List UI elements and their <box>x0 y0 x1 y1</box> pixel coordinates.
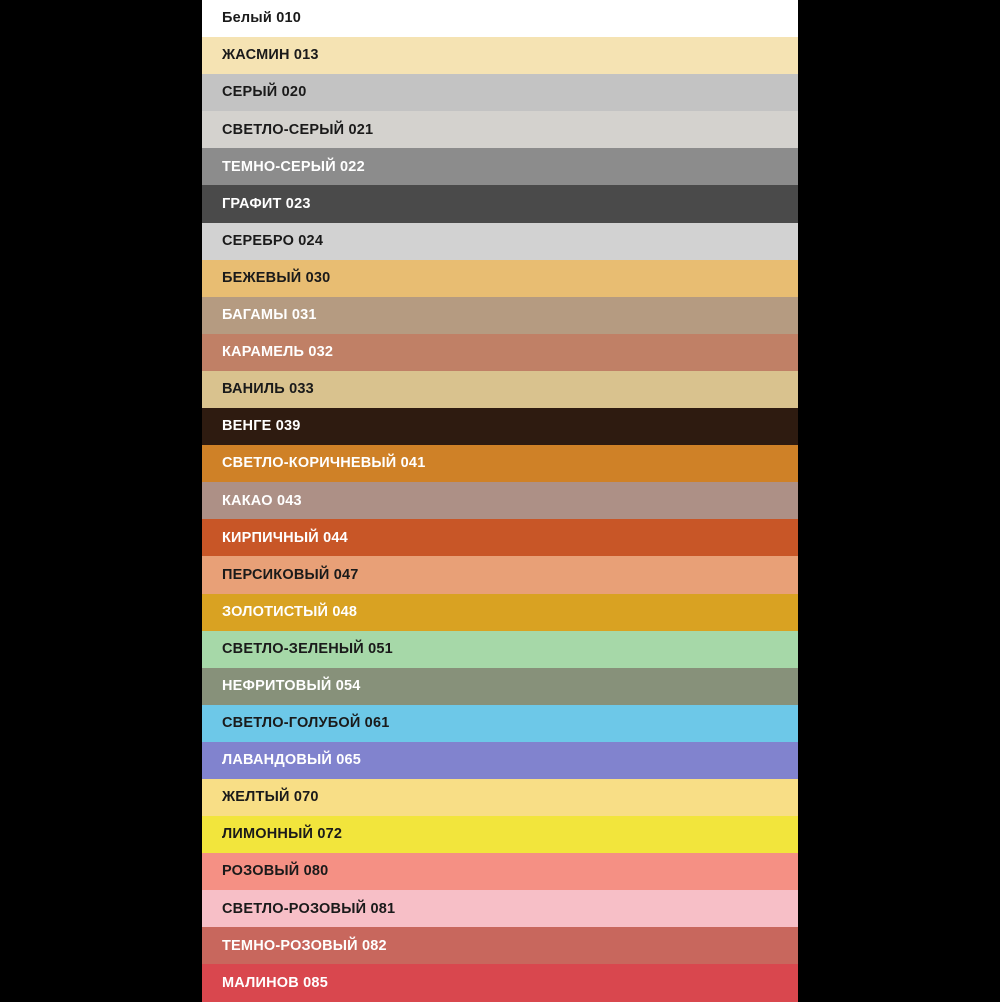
color-swatch-row[interactable] <box>202 556 798 593</box>
color-swatch-row[interactable] <box>202 223 798 260</box>
color-swatch-label: СЕРЕБРО 024 <box>222 232 324 249</box>
color-swatch-row[interactable] <box>202 0 798 37</box>
color-swatch-row[interactable] <box>202 185 798 222</box>
color-swatch-row[interactable] <box>202 631 798 668</box>
color-swatch-label: КАКАО 043 <box>222 492 302 509</box>
color-swatch-label: ВАНИЛЬ 033 <box>222 381 314 398</box>
color-swatch-row[interactable] <box>202 371 798 408</box>
color-swatch-label: СВЕТЛО-ГОЛУБОЙ 061 <box>222 715 390 732</box>
color-palette-list <box>202 0 798 1000</box>
color-swatch-row[interactable] <box>202 37 798 74</box>
color-swatch-row[interactable] <box>202 260 798 297</box>
color-swatch-row[interactable] <box>202 668 798 705</box>
color-swatch-row[interactable] <box>202 705 798 742</box>
color-swatch-label: ВЕНГЕ 039 <box>222 418 301 435</box>
color-swatch-label: СВЕТЛО-СЕРЫЙ 021 <box>222 121 374 138</box>
color-swatch-row[interactable] <box>202 927 798 964</box>
color-swatch-label: СЕРЫЙ 020 <box>222 84 307 101</box>
color-swatch-label: ТЕМНО-РОЗОВЫЙ 082 <box>222 937 387 954</box>
color-swatch-label: СВЕТЛО-КОРИЧНЕВЫЙ 041 <box>222 455 426 472</box>
color-swatch-row[interactable] <box>202 964 798 1001</box>
color-swatch-row[interactable] <box>202 594 798 631</box>
color-swatch-row[interactable] <box>202 74 798 111</box>
color-swatch-row[interactable] <box>202 779 798 816</box>
color-swatch-label: ЗОЛОТИСТЫЙ 048 <box>222 603 358 620</box>
color-swatch-row[interactable] <box>202 853 798 890</box>
color-swatch-label: ЛИМОННЫЙ 072 <box>222 826 343 843</box>
color-swatch-row[interactable] <box>202 816 798 853</box>
color-swatch-label: КАРАМЕЛЬ 032 <box>222 344 334 361</box>
color-swatch-label: ПЕРСИКОВЫЙ 047 <box>222 566 359 583</box>
color-swatch-row[interactable] <box>202 742 798 779</box>
color-swatch-row[interactable] <box>202 148 798 185</box>
color-swatch-label: СВЕТЛО-РОЗОВЫЙ 081 <box>222 900 396 917</box>
color-swatch-label: ЖАСМИН 013 <box>222 47 319 64</box>
color-swatch-row[interactable] <box>202 111 798 148</box>
color-swatch-row[interactable] <box>202 890 798 927</box>
color-swatch-label: НЕФРИТОВЫЙ 054 <box>222 677 361 694</box>
color-swatch-label: БЕЖЕВЫЙ 030 <box>222 269 331 286</box>
color-swatch-label: ЖЕЛТЫЙ 070 <box>222 789 319 806</box>
color-swatch-label: МАЛИНОВ 085 <box>222 974 328 991</box>
color-swatch-row[interactable] <box>202 334 798 371</box>
color-swatch-label: КИРПИЧНЫЙ 044 <box>222 529 348 546</box>
color-swatch-label: БАГАМЫ 031 <box>222 307 317 324</box>
color-swatch-label: Белый 010 <box>222 10 302 27</box>
color-swatch-row[interactable] <box>202 482 798 519</box>
color-swatch-row[interactable] <box>202 408 798 445</box>
color-swatch-label: РОЗОВЫЙ 080 <box>222 863 329 880</box>
color-swatch-label: ГРАФИТ 023 <box>222 195 311 212</box>
color-swatch-label: ЛАВАНДОВЫЙ 065 <box>222 752 362 769</box>
color-swatch-label: СВЕТЛО-ЗЕЛЕНЫЙ 051 <box>222 640 393 657</box>
color-swatch-row[interactable] <box>202 445 798 482</box>
color-swatch-row[interactable] <box>202 297 798 334</box>
color-swatch-label: ТЕМНО-СЕРЫЙ 022 <box>222 158 365 175</box>
color-swatch-row[interactable] <box>202 519 798 556</box>
